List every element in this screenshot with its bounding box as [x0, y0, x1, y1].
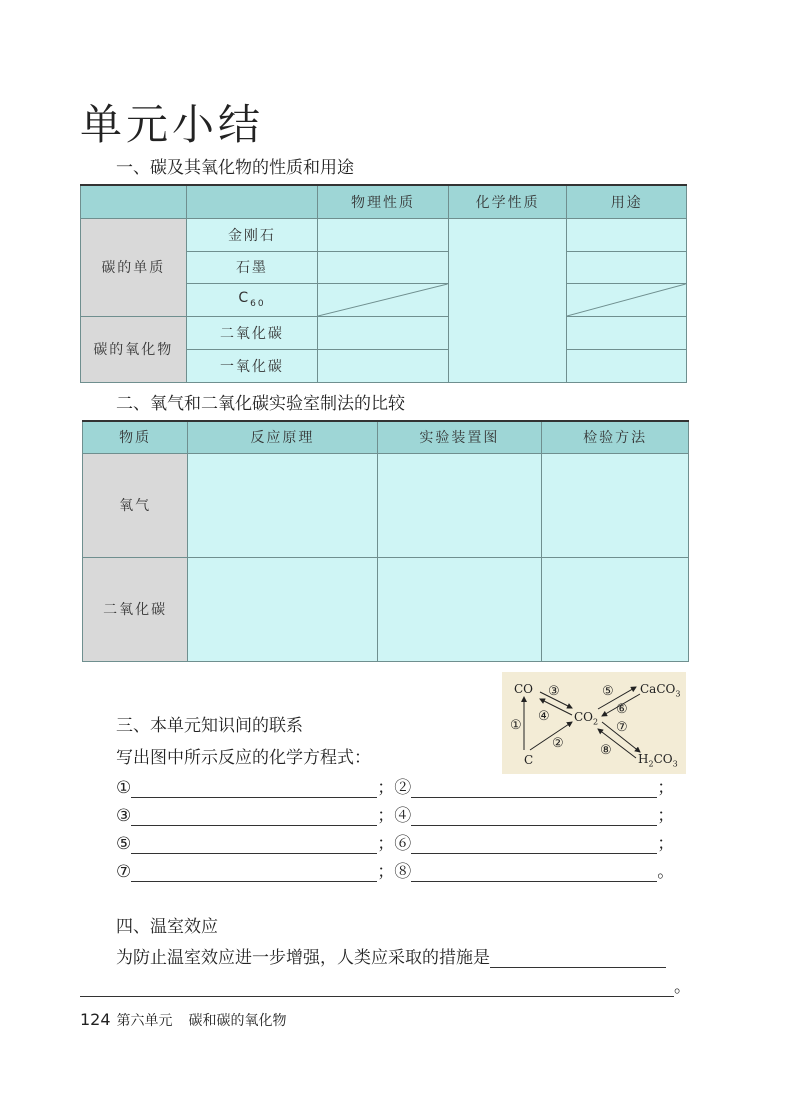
cell-co2-test[interactable]	[542, 557, 689, 661]
eq-blank-5[interactable]	[131, 837, 377, 854]
question-text: 为防止温室效应进一步增强，人类应采取的措施是	[116, 948, 490, 968]
section4-question	[116, 943, 666, 968]
row-label-graphite: 石墨	[186, 251, 318, 283]
section3-heading: 三、本单元知识间的联系	[116, 716, 303, 736]
cell-oxygen-apparatus[interactable]	[377, 453, 542, 557]
row-label-carbon-dioxide: 二氧化碳	[83, 557, 188, 661]
footer-unit-title: 碳和碳的氧化物	[188, 1013, 287, 1029]
group-label-carbon-oxides: 碳的氧化物	[81, 316, 187, 382]
num-7: ⑦	[616, 720, 628, 735]
eq-end: ；	[657, 834, 675, 854]
num-2: ②	[552, 736, 564, 751]
num-5: ⑤	[602, 684, 614, 699]
h2co3-sub2: 3	[672, 759, 678, 769]
caco3-main: CaCO	[640, 682, 676, 696]
page-title: 单元小结	[80, 100, 265, 149]
eq-blank-3[interactable]	[131, 809, 377, 826]
num-4: ④	[538, 709, 550, 724]
co2-main: CO	[574, 710, 594, 724]
h2co3-h: H	[638, 752, 649, 766]
carbon-relations-diagram	[502, 672, 686, 774]
eq-num-2: ②	[394, 778, 412, 798]
eq-blank-2[interactable]	[411, 781, 657, 798]
corner-cell-2	[186, 185, 318, 218]
page-number: 124	[80, 1010, 111, 1029]
label-c: C	[524, 753, 534, 767]
row-label-co: 一氧化碳	[186, 349, 318, 382]
equation-row-3	[116, 829, 674, 854]
col-header-principle: 反应原理	[188, 421, 377, 453]
eq-sep: ；	[377, 806, 395, 826]
label-h2co3	[638, 752, 678, 768]
col-header-physical: 物理性质	[318, 185, 449, 218]
arrow-2	[530, 722, 572, 750]
num-8: ⑧	[600, 743, 612, 758]
eq-sep: ；	[377, 862, 395, 882]
section3-instruction: 写出图中所示反应的化学方程式：	[116, 748, 371, 768]
row-label-c60	[186, 283, 318, 316]
row-label-co2: 二氧化碳	[186, 316, 318, 349]
eq-num-3: ③	[116, 806, 132, 826]
cell-co2-apparatus[interactable]	[377, 557, 542, 661]
eq-blank-6[interactable]	[411, 837, 657, 854]
equation-row-1	[116, 773, 674, 798]
equation-row-4	[116, 857, 674, 882]
corner-cell	[81, 185, 187, 218]
eq-blank-7[interactable]	[131, 865, 377, 882]
cell-graphite-use[interactable]	[567, 251, 687, 283]
answer-blank-1[interactable]	[490, 951, 666, 968]
eq-end: 。	[657, 862, 675, 882]
label-co2	[574, 710, 598, 726]
answer-blank-2[interactable]	[80, 980, 674, 997]
eq-num-4: ④	[394, 806, 412, 826]
eq-sep: ；	[377, 834, 395, 854]
col-header-test: 检验方法	[542, 421, 689, 453]
cell-diamond-use[interactable]	[567, 218, 687, 251]
h2co3-sub1: 2	[648, 759, 654, 769]
col-header-apparatus: 实验装置图	[377, 421, 542, 453]
answer-line-2	[80, 972, 691, 997]
eq-end: ；	[657, 806, 675, 826]
c60-sub: 60	[250, 298, 266, 309]
co2-sub: 2	[593, 717, 599, 727]
answer-end: 。	[674, 977, 691, 997]
cell-graphite-physical[interactable]	[318, 251, 449, 283]
cell-c60-use-crossed	[567, 283, 687, 316]
eq-blank-8[interactable]	[411, 865, 657, 882]
eq-num-7: ⑦	[116, 862, 132, 882]
row-label-oxygen: 氧气	[83, 453, 188, 557]
properties-table	[80, 184, 687, 383]
col-header-use: 用途	[567, 185, 687, 218]
diagonal-line	[567, 284, 686, 316]
num-1: ①	[510, 718, 522, 733]
eq-num-1: ①	[116, 778, 132, 798]
section1-heading: 一、碳及其氧化物的性质和用途	[116, 158, 354, 178]
num-3: ③	[548, 684, 560, 699]
label-co: CO	[514, 682, 534, 696]
section2-heading: 二、氧气和二氧化碳实验室制法的比较	[116, 394, 405, 414]
eq-num-8: ⑧	[394, 862, 412, 882]
eq-num-5: ⑤	[116, 834, 132, 854]
label-caco3	[640, 682, 680, 698]
cell-co-use[interactable]	[567, 349, 687, 382]
diagonal-line	[318, 284, 448, 316]
c60-main: C	[238, 290, 251, 307]
eq-sep: ；	[377, 778, 395, 798]
equation-row-2	[116, 801, 674, 826]
col-header-chemical: 化学性质	[448, 185, 567, 218]
lab-prep-table	[82, 420, 689, 662]
cell-co-physical[interactable]	[318, 349, 449, 382]
caco3-sub: 3	[675, 689, 681, 699]
footer-unit: 第六单元	[116, 1013, 173, 1029]
eq-blank-4[interactable]	[411, 809, 657, 826]
cell-co2-principle[interactable]	[188, 557, 377, 661]
cell-co2-use[interactable]	[567, 316, 687, 349]
cell-co2-physical[interactable]	[318, 316, 449, 349]
cell-chemical-merged[interactable]	[448, 218, 567, 382]
page-footer	[80, 1010, 287, 1030]
section4-heading: 四、温室效应	[116, 917, 218, 937]
eq-blank-1[interactable]	[131, 781, 377, 798]
cell-diamond-physical[interactable]	[318, 218, 449, 251]
group-label-carbon-element: 碳的单质	[81, 218, 187, 316]
eq-num-6: ⑥	[394, 834, 412, 854]
cell-c60-physical-crossed	[318, 283, 449, 316]
col-header-substance: 物质	[83, 421, 188, 453]
eq-end: ；	[657, 778, 675, 798]
h2co3-mid: CO	[653, 752, 673, 766]
num-6: ⑥	[616, 702, 628, 717]
row-label-diamond: 金刚石	[186, 218, 318, 251]
cell-oxygen-principle[interactable]	[188, 453, 377, 557]
cell-oxygen-test[interactable]	[542, 453, 689, 557]
